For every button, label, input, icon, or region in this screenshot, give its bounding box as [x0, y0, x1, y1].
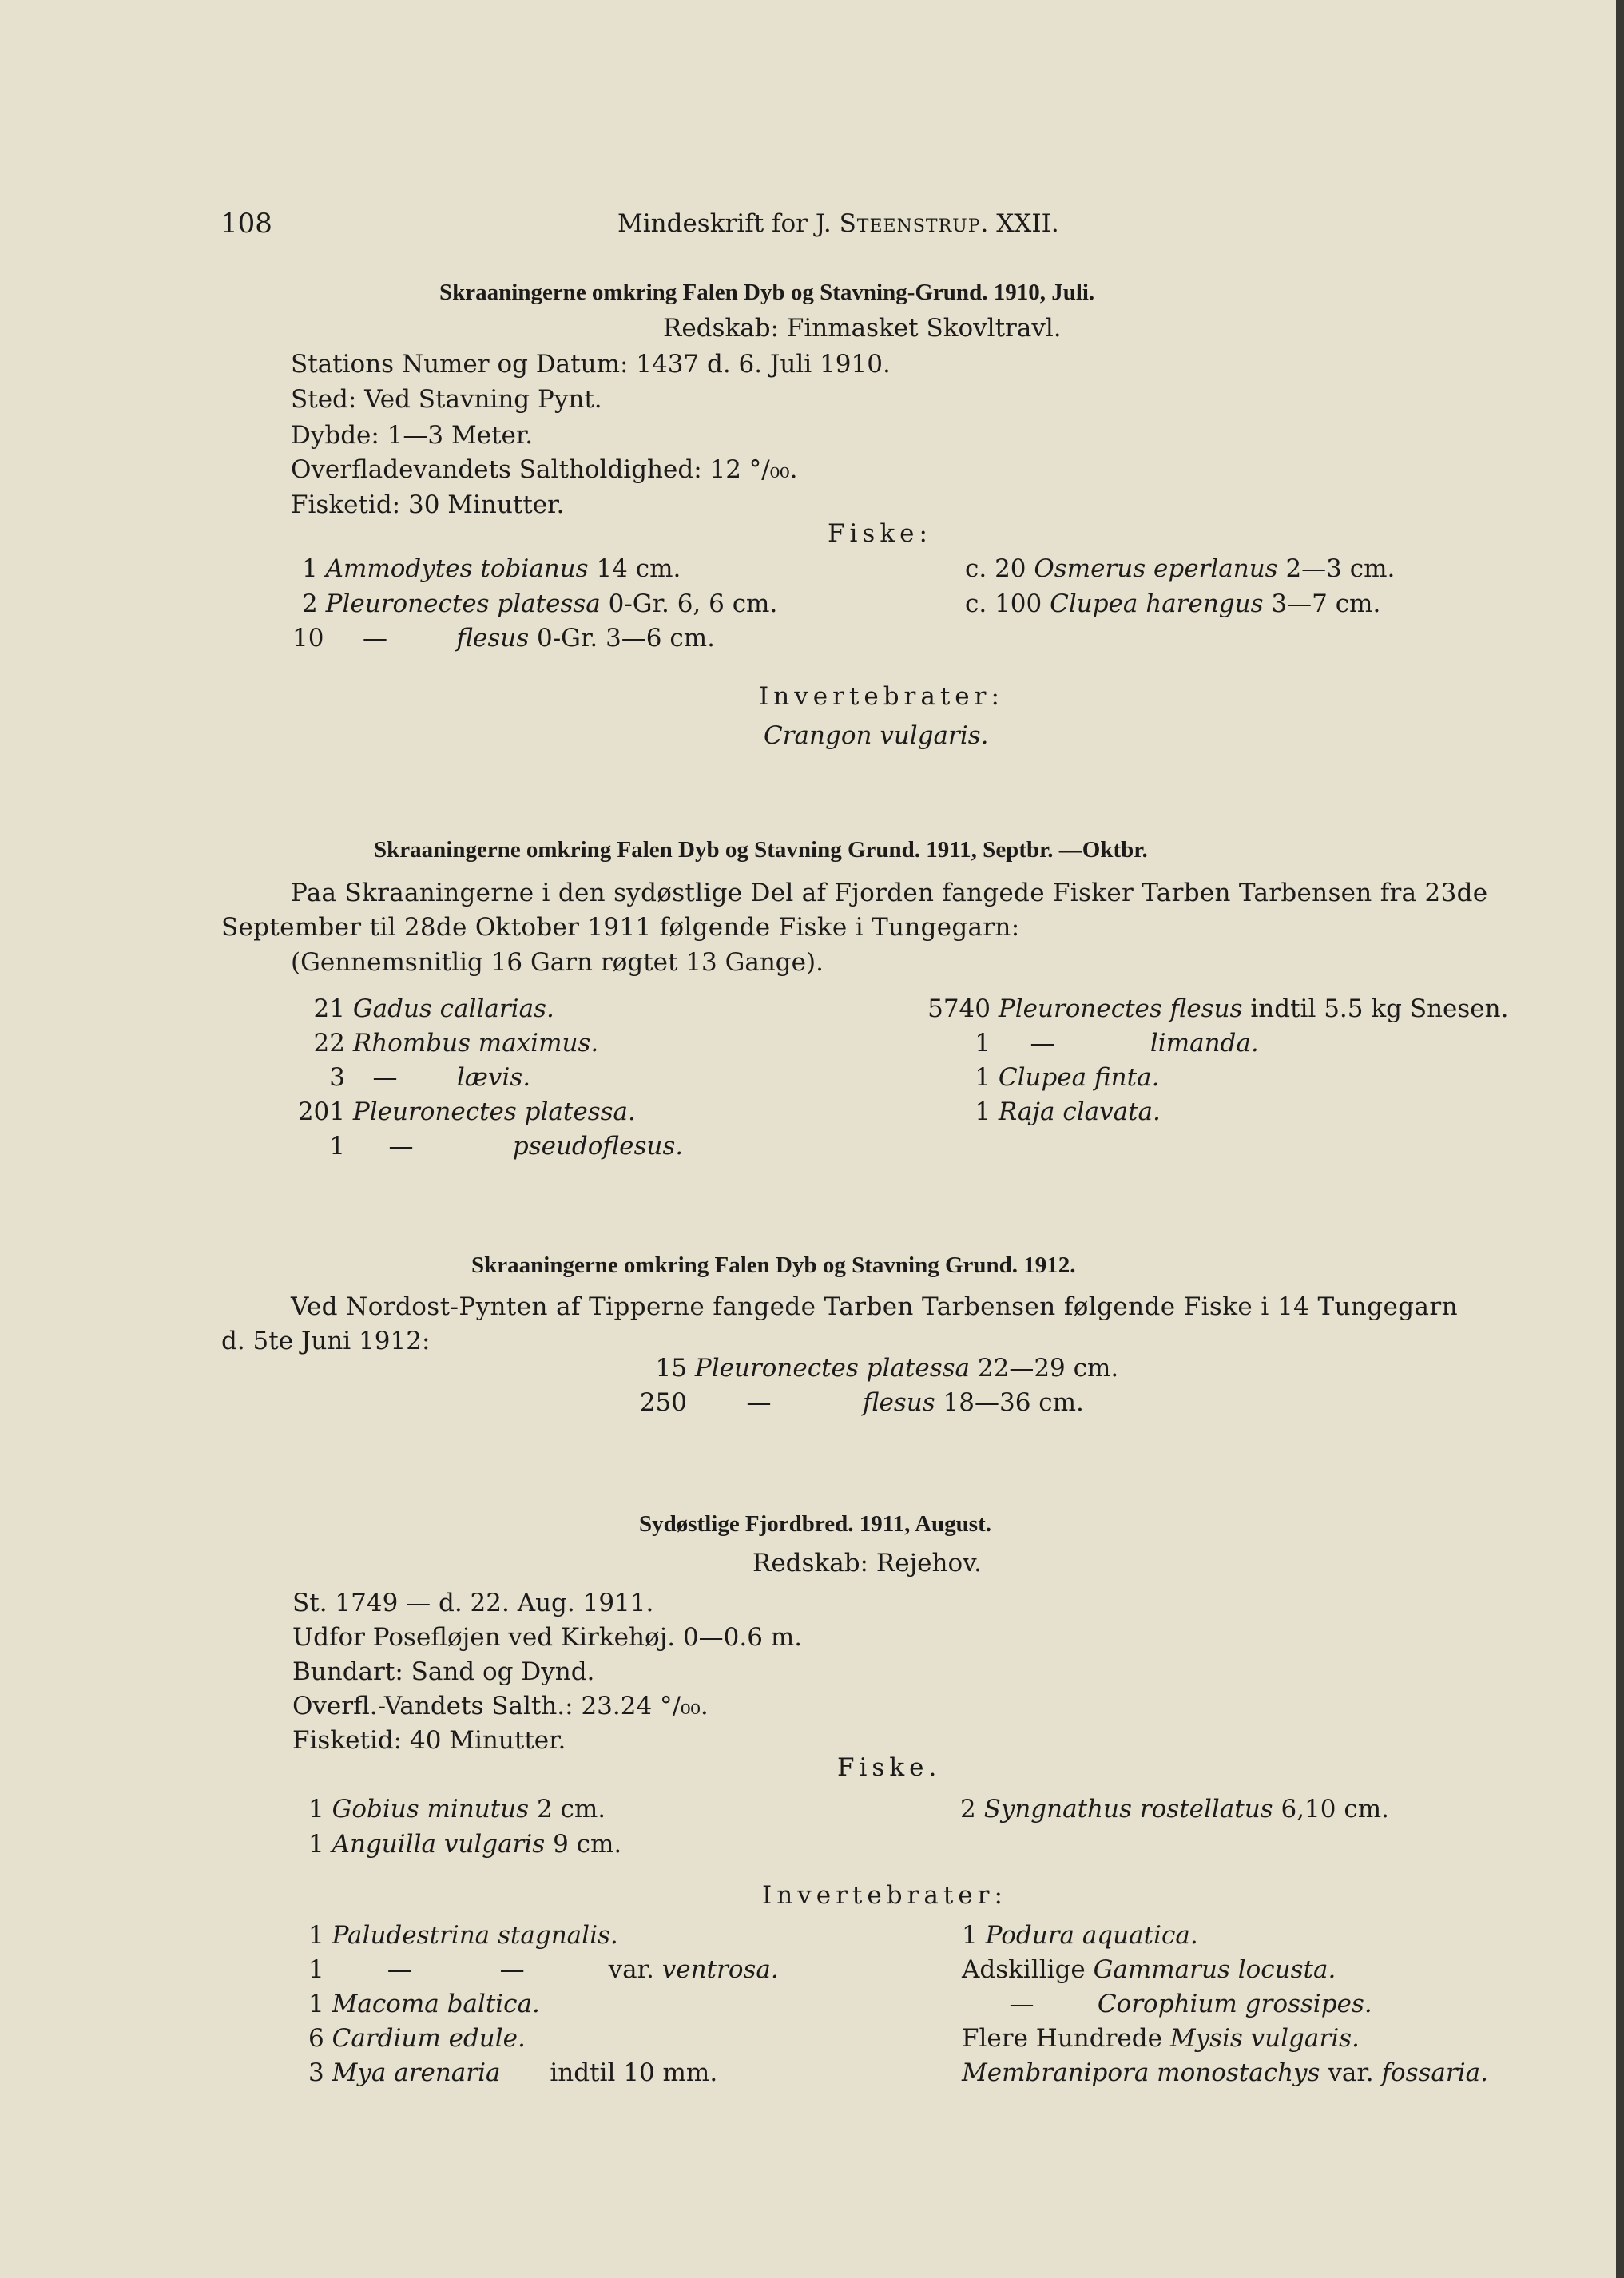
list-item: Flere Hundrede Mysis vulgaris.: [962, 2024, 1360, 2053]
list-item: 1 Gobius minutus 2 cm.: [308, 1795, 606, 1824]
list-item: 1 Paludestrina stagnalis.: [308, 1921, 618, 1950]
section1-fishing-time: Fisketid: 30 Minutter.: [291, 490, 565, 519]
list-item: 1 Clupea finta.: [975, 1063, 1160, 1092]
section2-para-line2: September til 28de Oktober 1911 følgende Fiske i Tungegarn:: [221, 913, 1020, 942]
section1-heading: Skraaningerne omkring Falen Dyb og Stavning-Grund. 1910, Juli.: [439, 280, 1095, 305]
list-item: 10 — flesus 0-Gr. 3—6 cm.: [292, 624, 715, 653]
section4-bottom: Bundart: Sand og Dynd.: [292, 1657, 595, 1686]
section4-gear: Redskab: Rejehov.: [752, 1549, 982, 1578]
list-item: 1 Podura aquatica.: [962, 1921, 1198, 1950]
page-number: 108: [220, 208, 272, 240]
running-title-prefix: Mindeskrift for J.: [617, 209, 840, 238]
list-item: 1 — pseudoflesus.: [329, 1132, 684, 1161]
section4-station: St. 1749 — d. 22. Aug. 1911.: [292, 1589, 654, 1617]
section3-heading: Skraaningerne omkring Falen Dyb og Stavning Grund. 1912.: [471, 1252, 1076, 1278]
list-item: 250 — flesus 18—36 cm.: [639, 1388, 1084, 1417]
section4-fishing-time: Fisketid: 40 Minutter.: [292, 1726, 566, 1755]
section4-heading: Sydøstlige Fjordbred. 1911, August.: [639, 1511, 991, 1537]
section3-para-line2: d. 5te Juni 1912:: [221, 1327, 431, 1355]
section2-heading: Skraaningerne omkring Falen Dyb og Stavning Grund. 1911, Septbr. —Oktbr.: [374, 837, 1148, 863]
list-item: — Corophium grossipes.: [1009, 1990, 1372, 2018]
list-item: 1 Macoma baltica.: [308, 1990, 540, 2018]
section1-fish-heading: Fiske:: [828, 519, 932, 548]
list-item: 2 Pleuronectes platessa 0-Gr. 6, 6 cm.: [302, 589, 778, 618]
section1-place: Sted: Ved Stavning Pynt.: [291, 385, 602, 414]
list-item: 1 Raja clavata.: [975, 1097, 1161, 1126]
section1-invert: Crangon vulgaris.: [764, 721, 989, 750]
section2-para-line3: (Gennemsnitlig 16 Garn røgtet 13 Gange).: [291, 948, 824, 977]
section1-gear: Redskab: Finmasket Skovltravl.: [663, 314, 1062, 343]
running-title-suffix: . XXII.: [980, 209, 1059, 238]
list-item: 22 Rhombus maximus.: [313, 1029, 599, 1058]
section1-salinity: Overfladevandets Saltholdighed: 12 °/₀₀.: [291, 455, 798, 484]
section4-place: Udfor Posefløjen ved Kirkehøj. 0—0.6 m.: [292, 1623, 803, 1652]
list-item: c. 20 Osmerus eperlanus 2—3 cm.: [965, 554, 1396, 583]
list-item: 201 Pleuronectes platessa.: [297, 1097, 636, 1126]
list-item: 5740 Pleuronectes flesus indtil 5.5 kg Snesen.: [927, 994, 1509, 1023]
list-item: Membranipora monostachys var. fossaria.: [962, 2058, 1488, 2087]
section3-para-line1: Ved Nordost-Pynten af Tipperne fangede Tarben Tarbensen følgende Fiske i 14 Tungegarn: [291, 1292, 1458, 1321]
running-title-name: Steenstrup: [839, 209, 981, 238]
section1-depth: Dybde: 1—3 Meter.: [291, 421, 534, 450]
list-item: c. 100 Clupea harengus 3—7 cm.: [965, 589, 1381, 618]
list-item: 1 — limanda.: [975, 1029, 1259, 1058]
section1-invert-heading: Invertebrater:: [759, 682, 1004, 711]
list-item: 3 — lævis.: [329, 1063, 531, 1092]
section1-station: Stations Numer og Datum: 1437 d. 6. Juli 1910.: [291, 350, 891, 379]
section2-para-line1: Paa Skraaningerne i den sydøstlige Del af Fjorden fangede Fisker Tarben Tarbensen fra 23de: [291, 879, 1488, 907]
list-item: 6 Cardium edule.: [308, 2024, 526, 2053]
section4-invert-heading: Invertebrater:: [762, 1881, 1007, 1910]
section4-salinity: Overfl.-Vandets Salth.: 23.24 °/₀₀.: [292, 1692, 709, 1720]
list-item: 21 Gadus callarias.: [313, 994, 554, 1023]
page-edge-shadow: [1616, 0, 1624, 2278]
list-item: 1 Ammodytes tobianus 14 cm.: [302, 554, 681, 583]
list-item: Adskillige Gammarus locusta.: [962, 1955, 1336, 1984]
running-title: [617, 209, 1059, 238]
list-item: 1 Anguilla vulgaris 9 cm.: [308, 1830, 622, 1859]
list-item: 1 — — var. ventrosa.: [308, 1955, 779, 1984]
section4-fish-heading: Fiske.: [837, 1753, 942, 1782]
list-item: 2 Syngnathus rostellatus 6,10 cm.: [960, 1795, 1389, 1824]
list-item: 15 Pleuronectes platessa 22—29 cm.: [655, 1354, 1119, 1383]
list-item: 3 Mya arenaria indtil 10 mm.: [308, 2058, 718, 2087]
